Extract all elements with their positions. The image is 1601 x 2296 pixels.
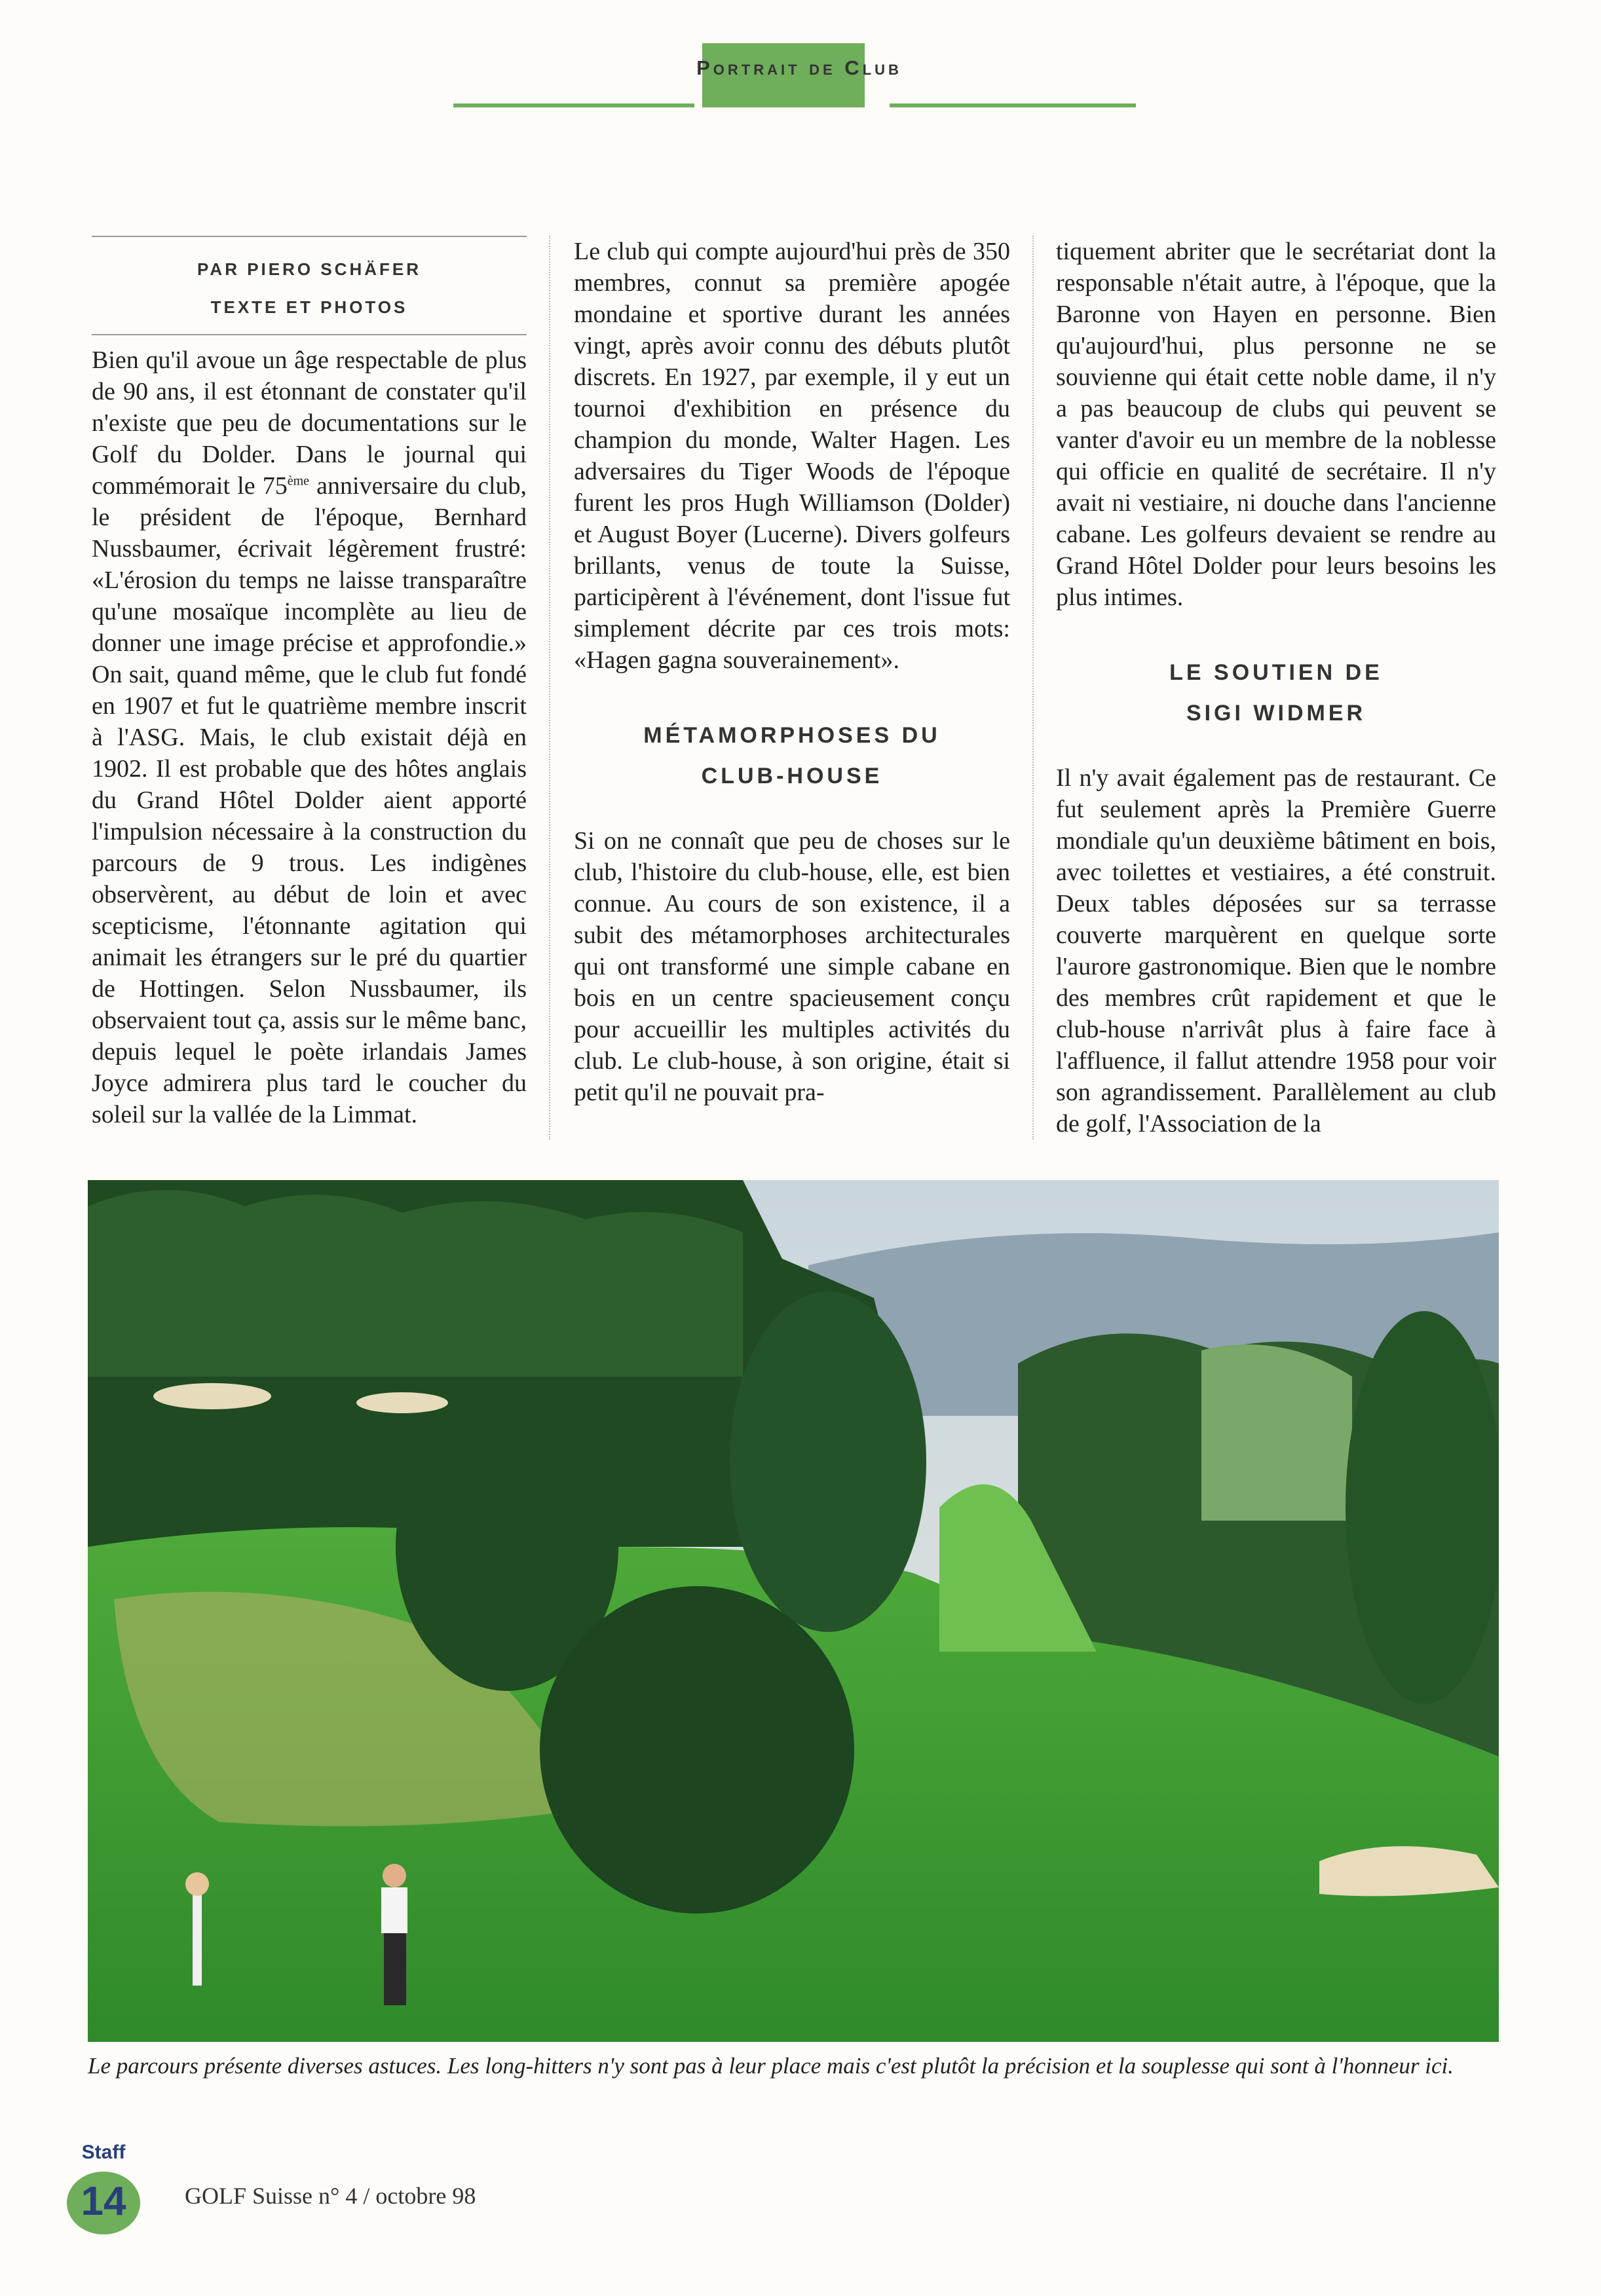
bunker (1319, 1846, 1499, 1896)
golfer-legs (384, 1933, 406, 2005)
subheading-line: CLUB-HOUSE (701, 764, 883, 788)
subheading-line: LE SOUTIEN DE (1169, 660, 1383, 685)
bunker (153, 1383, 271, 1409)
paragraph: Il n'y avait également pas de restaurant. Ce fut seulement après la Première Guerre mondiale qu'un deuxième bâtiment en bois, avec toilettes et vestiaires, a été construit. Deux tables déposées sur sa terrasse couverte marquèrent en quelque sorte l'aurore gastronomique. Bien que le nombre des membres crût rapidement et que le club-house n'arrivât plus à faire face à l'affluence, il fallut attendre 1958 pour voir son agrandissement. Parallèlement au club de golf, l'Association de la (1056, 764, 1496, 1138)
paragraph: tiquement abriter que le secrétariat dont la responsable n'était autre, à l'époque, que la Baronne von Hayen en personne. Bien qu'aujourd'hui, plus personne ne se souvienne qui était cette noble dame, il n'y a pas beaucoup de clubs qui peuvent se vanter d'avoir eu un membre de la noblesse qui officie en qualité de secrétaire. Il n'y avait ni vestiaire, ni douche dans l'ancienne cabane. Les golfeurs devaient se rendre au Grand Hôtel Dolder pour leurs besoins les plus intimes. (1056, 238, 1496, 611)
paragraph: Si on ne connaît que peu de choses sur le club, l'histoire du club-house, elle, est bien connue. Au cours de son existence, il a subit des métamorphoses architecturales qui ont transformé une simple cabane en bois en un centre spacieusement conçu pour accueillir les multiples activités du club. Le club-house, à son origine, était si petit qu'il ne pouvait pra- (574, 827, 1010, 1106)
byline (92, 236, 527, 335)
golf-course-photo (88, 1180, 1499, 2042)
publication-info: GOLF Suisse n° 4 / octobre 98 (185, 2183, 476, 2209)
subheading-line: MÉTAMORPHOSES DU (643, 723, 941, 748)
tree (730, 1291, 926, 1632)
bunker (356, 1392, 448, 1413)
light-trees (1201, 1344, 1352, 1521)
photo-caption: Le parcours présente diverses astuces. Les long-hitters n'y sont pas à leur place mais c'est plutôt la précision et la souplesse qui sont à l'honneur ici. (88, 2053, 1454, 2079)
superscript: ème (287, 473, 310, 489)
subheading (574, 715, 1010, 796)
column-separator (549, 236, 550, 1139)
golf-course-illustration (88, 1180, 1499, 2042)
header-rule-right (890, 103, 1136, 107)
article-column-3 (1056, 236, 1496, 1139)
golfer (193, 1894, 202, 1986)
tree (1346, 1311, 1499, 1704)
column-separator (1032, 236, 1034, 1139)
page-number: 14 (81, 2179, 126, 2224)
golfer-head (383, 1864, 406, 1887)
logo-text: Staff (81, 2141, 126, 2163)
tree-canopy (88, 1190, 743, 1377)
text-run: Bien qu'il avoue un âge respectable de plus de 90 ans, il est étonnant de constater qu'il n'existe que peu de documentations sur le Golf du Dolder. Dans le journal qui commémorait le 75 (92, 346, 527, 500)
central-tree (540, 1586, 854, 1914)
golfer (381, 1887, 407, 1933)
section-label: Portrait de Club (696, 56, 902, 79)
text-run: anniversaire du club, le président de l'époque, Bernhard Nussbaumer, écrivait légèrement frustré: «L'érosion du temps ne laisse transparaître qu'une mosaïque incomplète au lieu de donner une image précise et approfondie.» On sait, quand même, que le club fut fondé en 1907 et fut le quatrième membre inscrit à l'ASG. Mais, le club existait déjà en 1902. Il est probable que des hôtes anglais du Grand Hôtel Dolder aient apporté l'impulsion nécessaire à la construction du parcours de 9 trous. Les indigènes observèrent, au début de loin et avec scepticisme, l'étonnante agitation qui animait les étrangers sur le pré du quartier de Hottingen. Selon Nussbaumer, ils observaient tout ça, assis sur le même banc, depuis lequel le poète irlandais James Joyce admirera plus tard le coucher du soleil sur la vallée de la Limmat. (92, 472, 527, 1128)
article-column-2 (574, 236, 1010, 1139)
section-header (0, 43, 1601, 109)
golfer-head (185, 1872, 209, 1896)
subheading (1056, 652, 1496, 733)
header-rule-left (453, 103, 694, 107)
article-column-1 (92, 236, 527, 1139)
byline-author: PAR PIERO SCHÄFER (197, 259, 421, 279)
paragraph (92, 344, 527, 1130)
paragraph: Le club qui compte aujourd'hui près de 350 membres, connut sa première apogée mondaine et sportive durant les années vingt, après avoir connu des débuts plutôt discrets. En 1927, par exemple, il y eut un tournoi d'exhibition en présence du champion du monde, Walter Hagen. Les adversaires du Tiger Woods de l'époque furent les pros Hugh Williamson (Dolder) et August Boyer (Lucerne). Divers golfeurs brillants, venus de toute la Suisse, participèrent à l'événement, dont l'issue fut simplement décrite par ces trois mots: «Hagen gagna souverainement». (574, 238, 1010, 674)
subheading-line: SIGI WIDMER (1186, 701, 1366, 726)
byline-credit: TEXTE ET PHOTOS (210, 297, 408, 317)
staff-logo (63, 2141, 144, 2240)
